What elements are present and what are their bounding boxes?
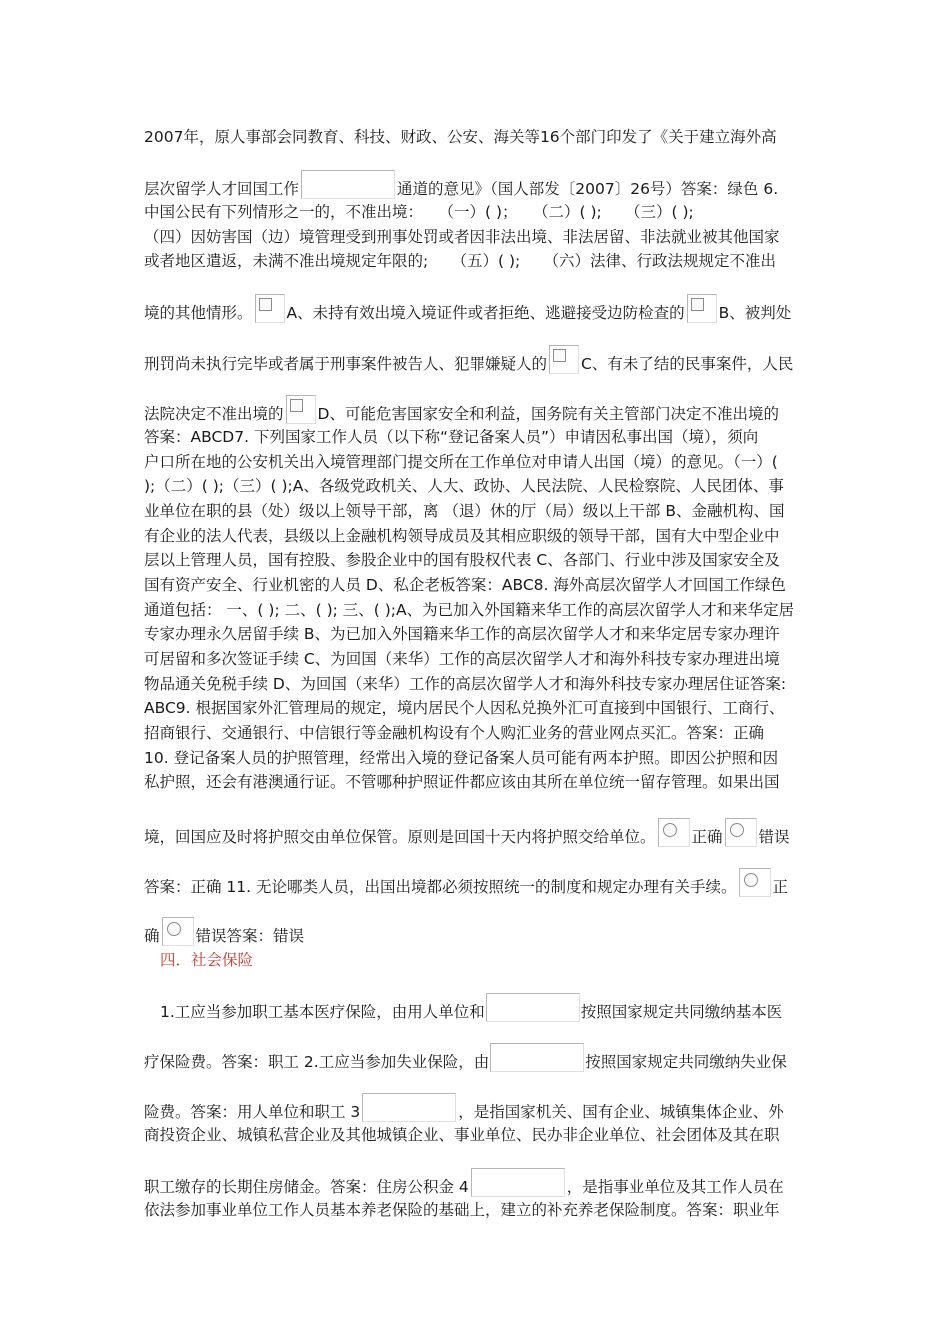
text-line: 答案：正确 11. 无论哪类人员，出国出境都必须按照统一的制度和规定办理有关手续。 正 xyxy=(144,868,810,897)
text-line: ABC9. 根据国家外汇管理局的规定，境内居民个人因私兑换外汇可直接到中国银行、工商行、 xyxy=(144,699,785,717)
text-line: 1.工应当参加职工基本医疗保险，由用人单位和 按照国家规定共同缴纳基本医 xyxy=(160,993,810,1022)
section-heading: 四．社会保险 xyxy=(160,951,254,969)
text-line: （四）因妨害国（边）境管理受到刑事处罚或者因非法出境、非法居留、非法就业被其他国家 xyxy=(144,228,780,246)
option-a-checkbox[interactable] xyxy=(255,294,285,323)
text-line: 中国公民有下列情形之一的，不准出境： （一）( )； （二）( ); （三）( ); xyxy=(144,203,694,221)
text-line: 层次留学人才回国工作 通道的意见》（国人部发〔2007〕26号）答案：绿色 6. xyxy=(144,170,810,199)
text-line: 2007年，原人事部会同教育、科技、财政、公安、海关等16个部门印发了《关于建立海外高 xyxy=(144,128,777,146)
text-line: 招商银行、交通银行、中信银行等金融机构设有个人购汇业务的营业网点买汇。答案：正确 xyxy=(144,724,765,742)
text-line: 通道包括： 一、( ); 二、( ); 三、( );A、为已加入外国籍来华工作的高层次留学人才和来华定居 xyxy=(144,601,795,619)
text-line: 物品通关免税手续 D、为回国（来华）工作的高层次留学人才和海外科技专家办理居住证答案: xyxy=(144,675,787,693)
text-line: 层以上管理人员，国有控股、参股企业中的国有股权代表 C、各部门、行业中涉及国家安全及 xyxy=(144,551,780,569)
text-line: 刑罚尚未执行完毕或者属于刑事案件被告人、犯罪嫌疑人的 C、有未了结的民事案件，人民 xyxy=(144,345,810,374)
true-radio[interactable] xyxy=(658,818,690,847)
text-line: 国有资产安全、行业机密的人员 D、私企老板答案：ABC8. 海外高层次留学人才回国工作绿色 xyxy=(144,576,786,594)
text-line: 业单位在职的县（处）级以上领导干部，离 （退）休的厅（局）级以上干部 B、金融机构、国 xyxy=(144,502,785,520)
answer-input[interactable] xyxy=(486,993,580,1022)
true-radio[interactable] xyxy=(739,868,771,897)
text-line: 险费。答案：用人单位和职工 3 ，是指国家机关、国有企业、城镇集体企业、外 xyxy=(144,1093,810,1122)
text-line: 境，回国应及时将护照交由单位保管。原则是回国十天内将护照交给单位。 正确 错误 xyxy=(144,818,810,847)
text-line: 可居留和多次签证手续 C、为回国（来华）工作的高层次留学人才和海外科技专家办理进出境 xyxy=(144,650,780,668)
text-line: 10. 登记备案人员的护照管理，经常出入境的登记备案人员可能有两本护照。即因公护照和因 xyxy=(144,749,779,767)
text-line: );（二）( );（三）( );A、各级党政机关、人大、政协、人民法院、人民检察院、人民团体、事 xyxy=(144,477,784,495)
option-d-checkbox[interactable] xyxy=(286,395,316,424)
false-radio[interactable] xyxy=(725,818,757,847)
text-line: 疗保险费。答案：职工 2.工应当参加失业保险，由 按照国家规定共同缴纳失业保 xyxy=(144,1043,810,1072)
text-line: 专家办理永久居留手续 B、为已加入外国籍来华工作的高层次留学人才和来华定居专家办理许 xyxy=(144,625,780,643)
text-line: 依法参加事业单位工作人员基本养老保险的基础上，建立的补充养老保险制度。答案：职业年 xyxy=(144,1201,780,1219)
text-line: 有企业的法人代表，县级以上金融机构领导成员及其相应职级的领导干部，国有大中型企业中 xyxy=(144,527,780,545)
text-line: 答案：ABCD7. 下列国家工作人员（以下称“登记备案人员”）申请因私事出国（境），须向 xyxy=(144,428,759,446)
text-line: 确 错误答案：错误 xyxy=(144,917,810,946)
false-radio[interactable] xyxy=(162,917,194,946)
answer-input[interactable] xyxy=(301,170,395,199)
text-line: 或者地区遣返，未满不准出境规定年限的; （五）( ); （六）法律、行政法规规定不准出 xyxy=(144,252,776,270)
option-c-checkbox[interactable] xyxy=(549,345,579,374)
answer-input[interactable] xyxy=(362,1093,456,1122)
text-line: 境的其他情形。 A、未持有效出境入境证件或者拒绝、逃避接受边防检查的 B、被判处 xyxy=(144,294,810,323)
answer-input[interactable] xyxy=(471,1168,565,1197)
text-line: 法院决定不准出境的 D、可能危害国家安全和利益，国务院有关主管部门决定不准出境的 xyxy=(144,395,810,424)
answer-input[interactable] xyxy=(490,1043,584,1072)
text-line: 商投资企业、城镇私营企业及其他城镇企业、事业单位、民办非企业单位、社会团体及其在职 xyxy=(144,1126,780,1144)
option-b-checkbox[interactable] xyxy=(687,294,717,323)
text-line: 私护照，还会有港澳通行证。不管哪种护照证件都应该由其所在单位统一留存管理。如果出国 xyxy=(144,773,780,791)
text-line: 户口所在地的公安机关出入境管理部门提交所在工作单位对申请人出国（境）的意见。（一）( xyxy=(144,453,778,471)
text-line: 职工缴存的长期住房储金。答案：住房公积金 4 ，是指事业单位及其工作人员在 xyxy=(144,1168,810,1197)
